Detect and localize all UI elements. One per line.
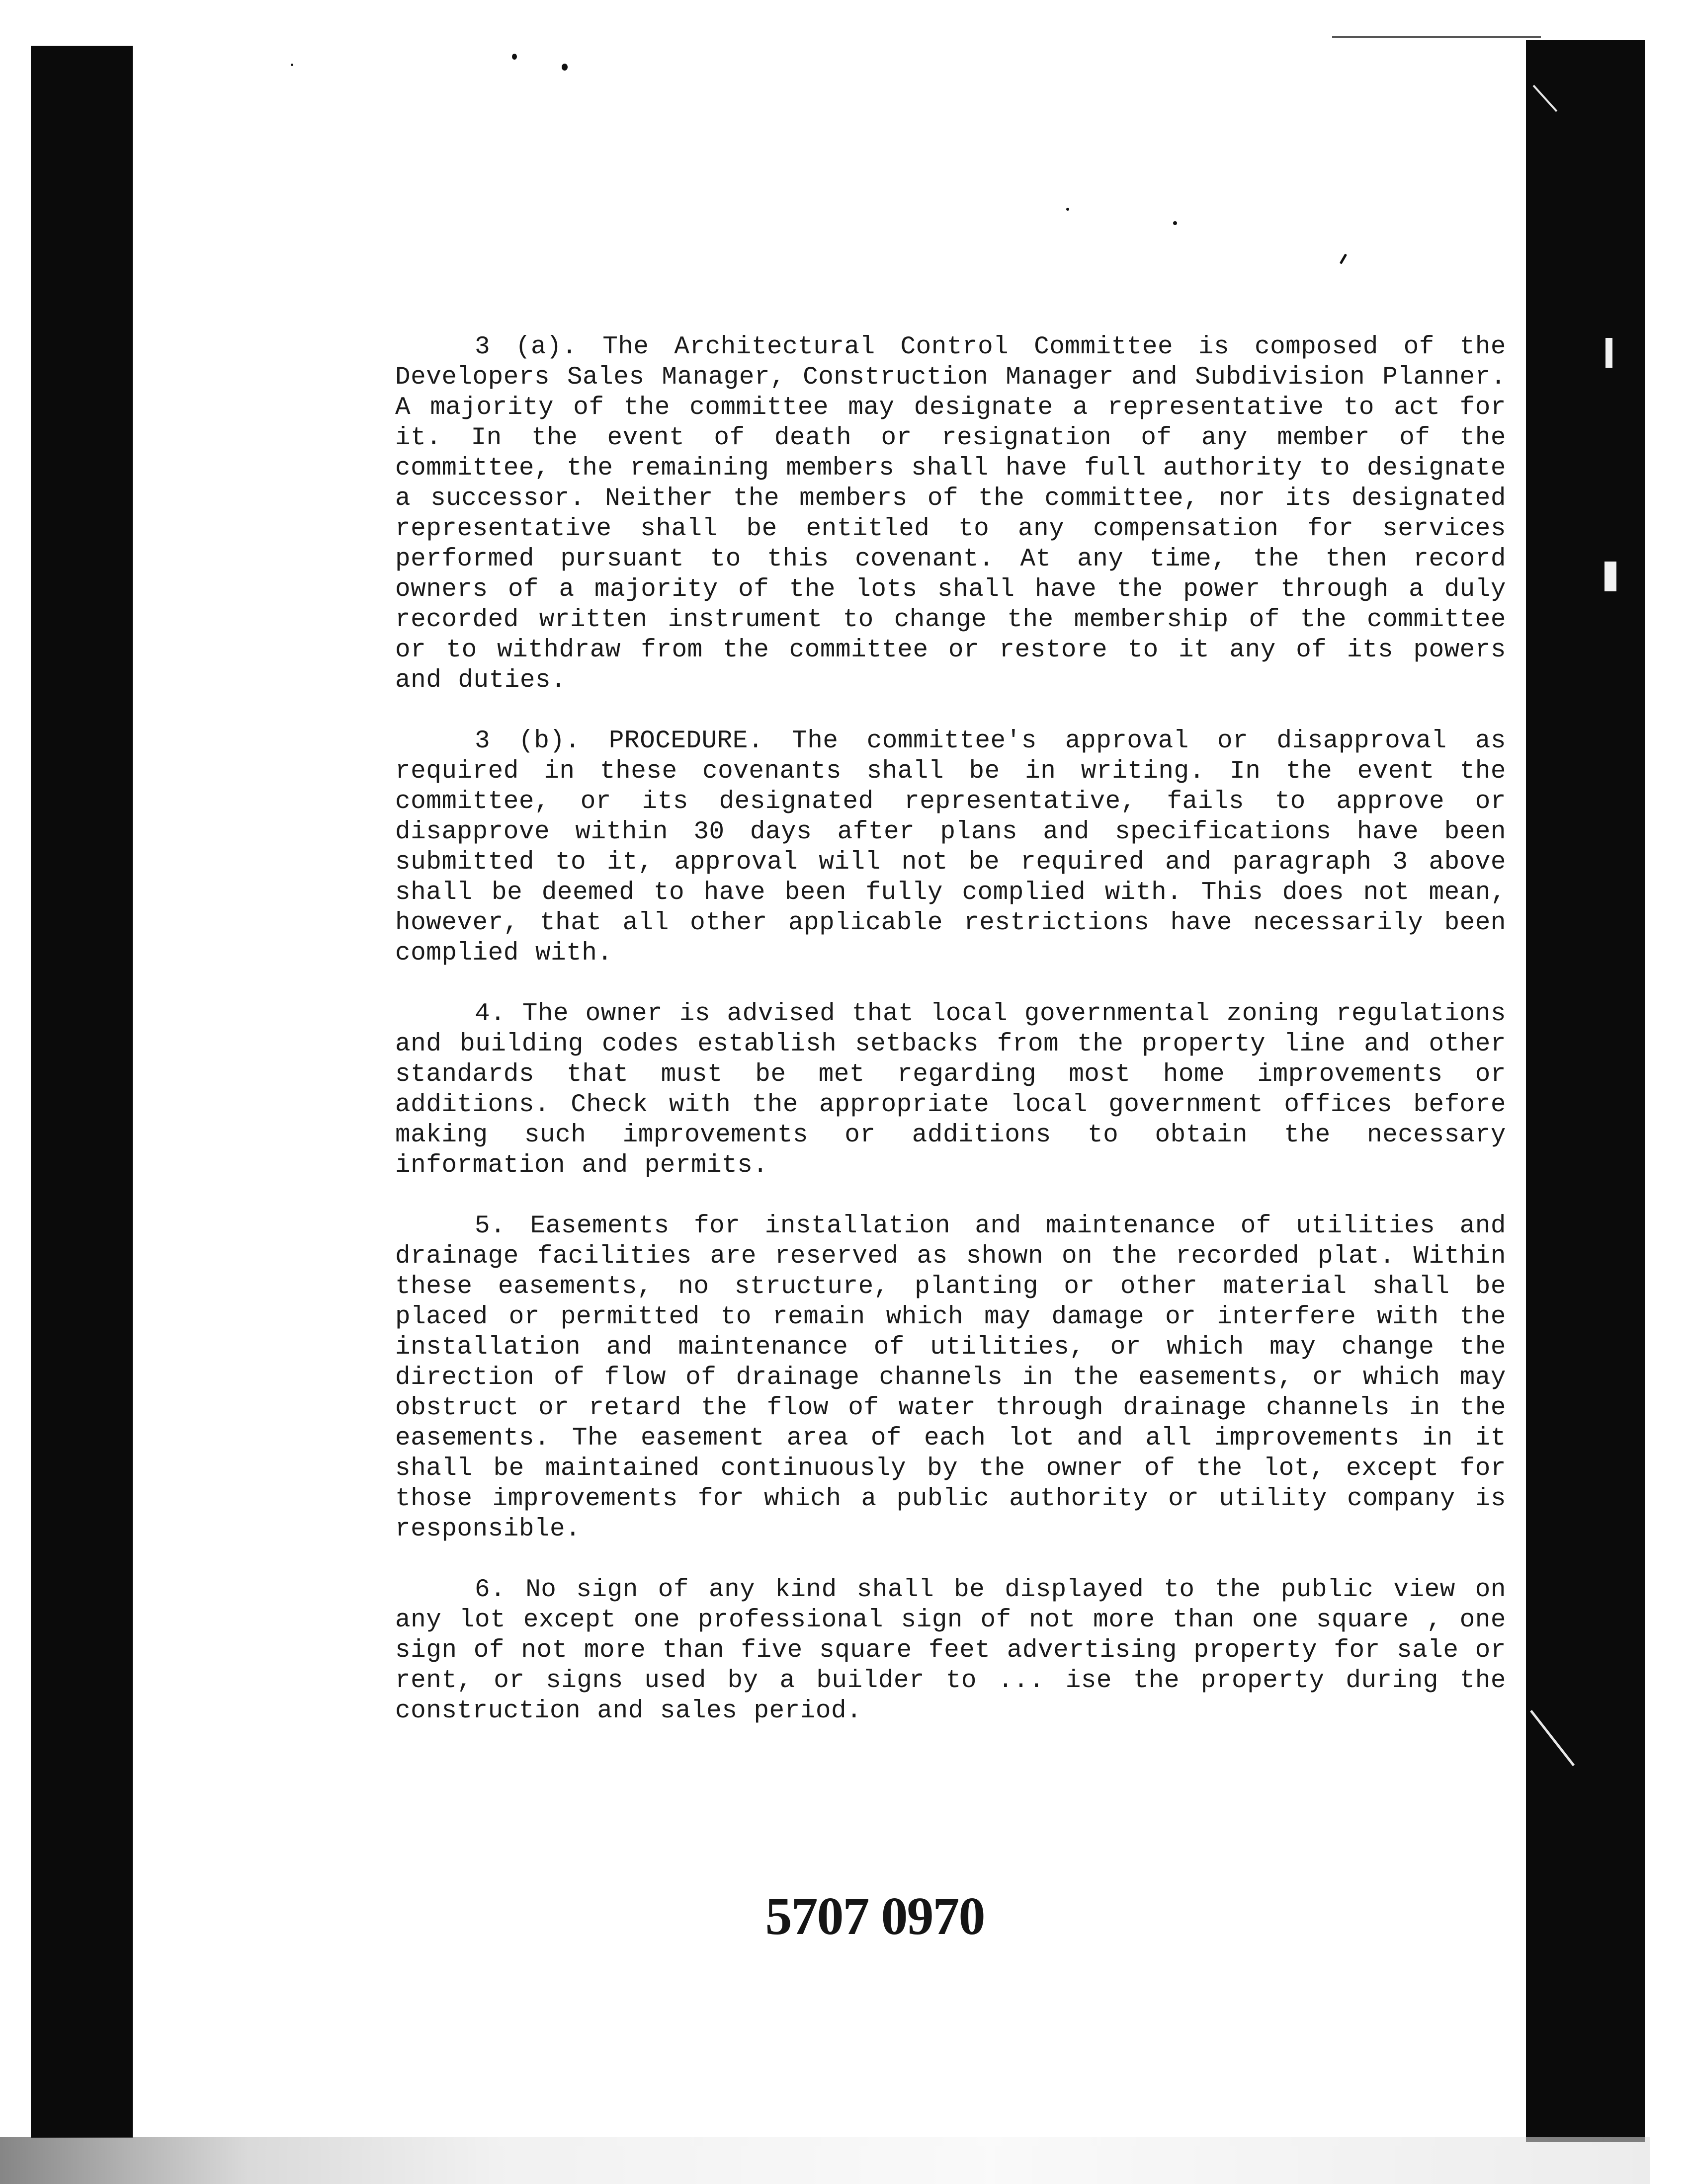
- scan-border-left: [31, 46, 133, 2138]
- scan-border-right: [1526, 40, 1645, 2142]
- scan-scratch: [1332, 36, 1541, 38]
- scan-speck: [1173, 221, 1177, 225]
- scan-speck: [1340, 253, 1347, 264]
- page-number-stamp: 5707 0970: [765, 1887, 985, 1946]
- paragraph-4-zoning: 4. The owner is advised that local governmental zoning regulations and building codes establish setbacks from the property line and other standards that must be met regarding most home improvements or additions. Check with the appropriate local government offices before making such improvements or additions to obtain the necessary information and permits.: [395, 1000, 1523, 1180]
- paragraph-3b-procedure: 3 (b). PROCEDURE. The committee's approval or disapproval as required in these covenants shall be in writing. In the event the committee, or its designated representative, fails to approve or disapprove within 30 days after plans and specifications have been submitted to it, approval will not be required and paragraph 3 above shall be deemed to have been fully complied with. This does not mean, however, that all other applicable restrictions have necessarily been complied with.: [395, 727, 1523, 968]
- scan-scratch: [1605, 338, 1612, 368]
- paragraph-6-signs: 6. No sign of any kind shall be displayed to the public view on any lot except one professional sign of not more than one square , one sign of not more than five square feet advertising property for sale or rent, or signs used by a builder to ... ise the property during the construction and sales period.: [395, 1576, 1523, 1725]
- paragraph-5-easements: 5. Easements for installation and maintenance of utilities and drainage facilities are reserved as shown on the recorded plat. Within these easements, no structure, planting or other material shall be placed or permitted to remain which may damage or interfere with the installation and maintenance of utilities, or which may change the direction of flow of drainage channels in the easements, or which may obstruct or retard the flow of water through drainage channels in the easements. The easement area of each lot and all improvements in it shall be maintained continuously by the owner of the lot, except for those improvements for which a public authority or utility company is responsible.: [395, 1212, 1523, 1543]
- document-body: [395, 332, 1523, 1726]
- scan-speck: [291, 64, 293, 66]
- scan-speck: [512, 54, 517, 60]
- scan-border-bottom: [0, 2137, 1650, 2184]
- scan-scratch: [1604, 562, 1616, 591]
- scan-speck: [562, 64, 568, 71]
- scan-speck: [1066, 208, 1069, 211]
- paragraph-3a: 3 (a). The Architectural Control Committee is composed of the Developers Sales Manager, Construction Manager and Subdivision Planner. A majority of the committee may designate a representative to act for it. In the event of death or resignation of any member of the committee, the remaining members shall have full authority to designate a successor. Neither the members of the committee, nor its designated representative shall be entitled to any compensation for services performed pursuant to this covenant. At any time, the then record owners of a majority of the lots shall have the power through a duly recorded written instrument to change the membership of the committee or to withdraw from the committee or restore to it any of its powers and duties.: [395, 333, 1523, 695]
